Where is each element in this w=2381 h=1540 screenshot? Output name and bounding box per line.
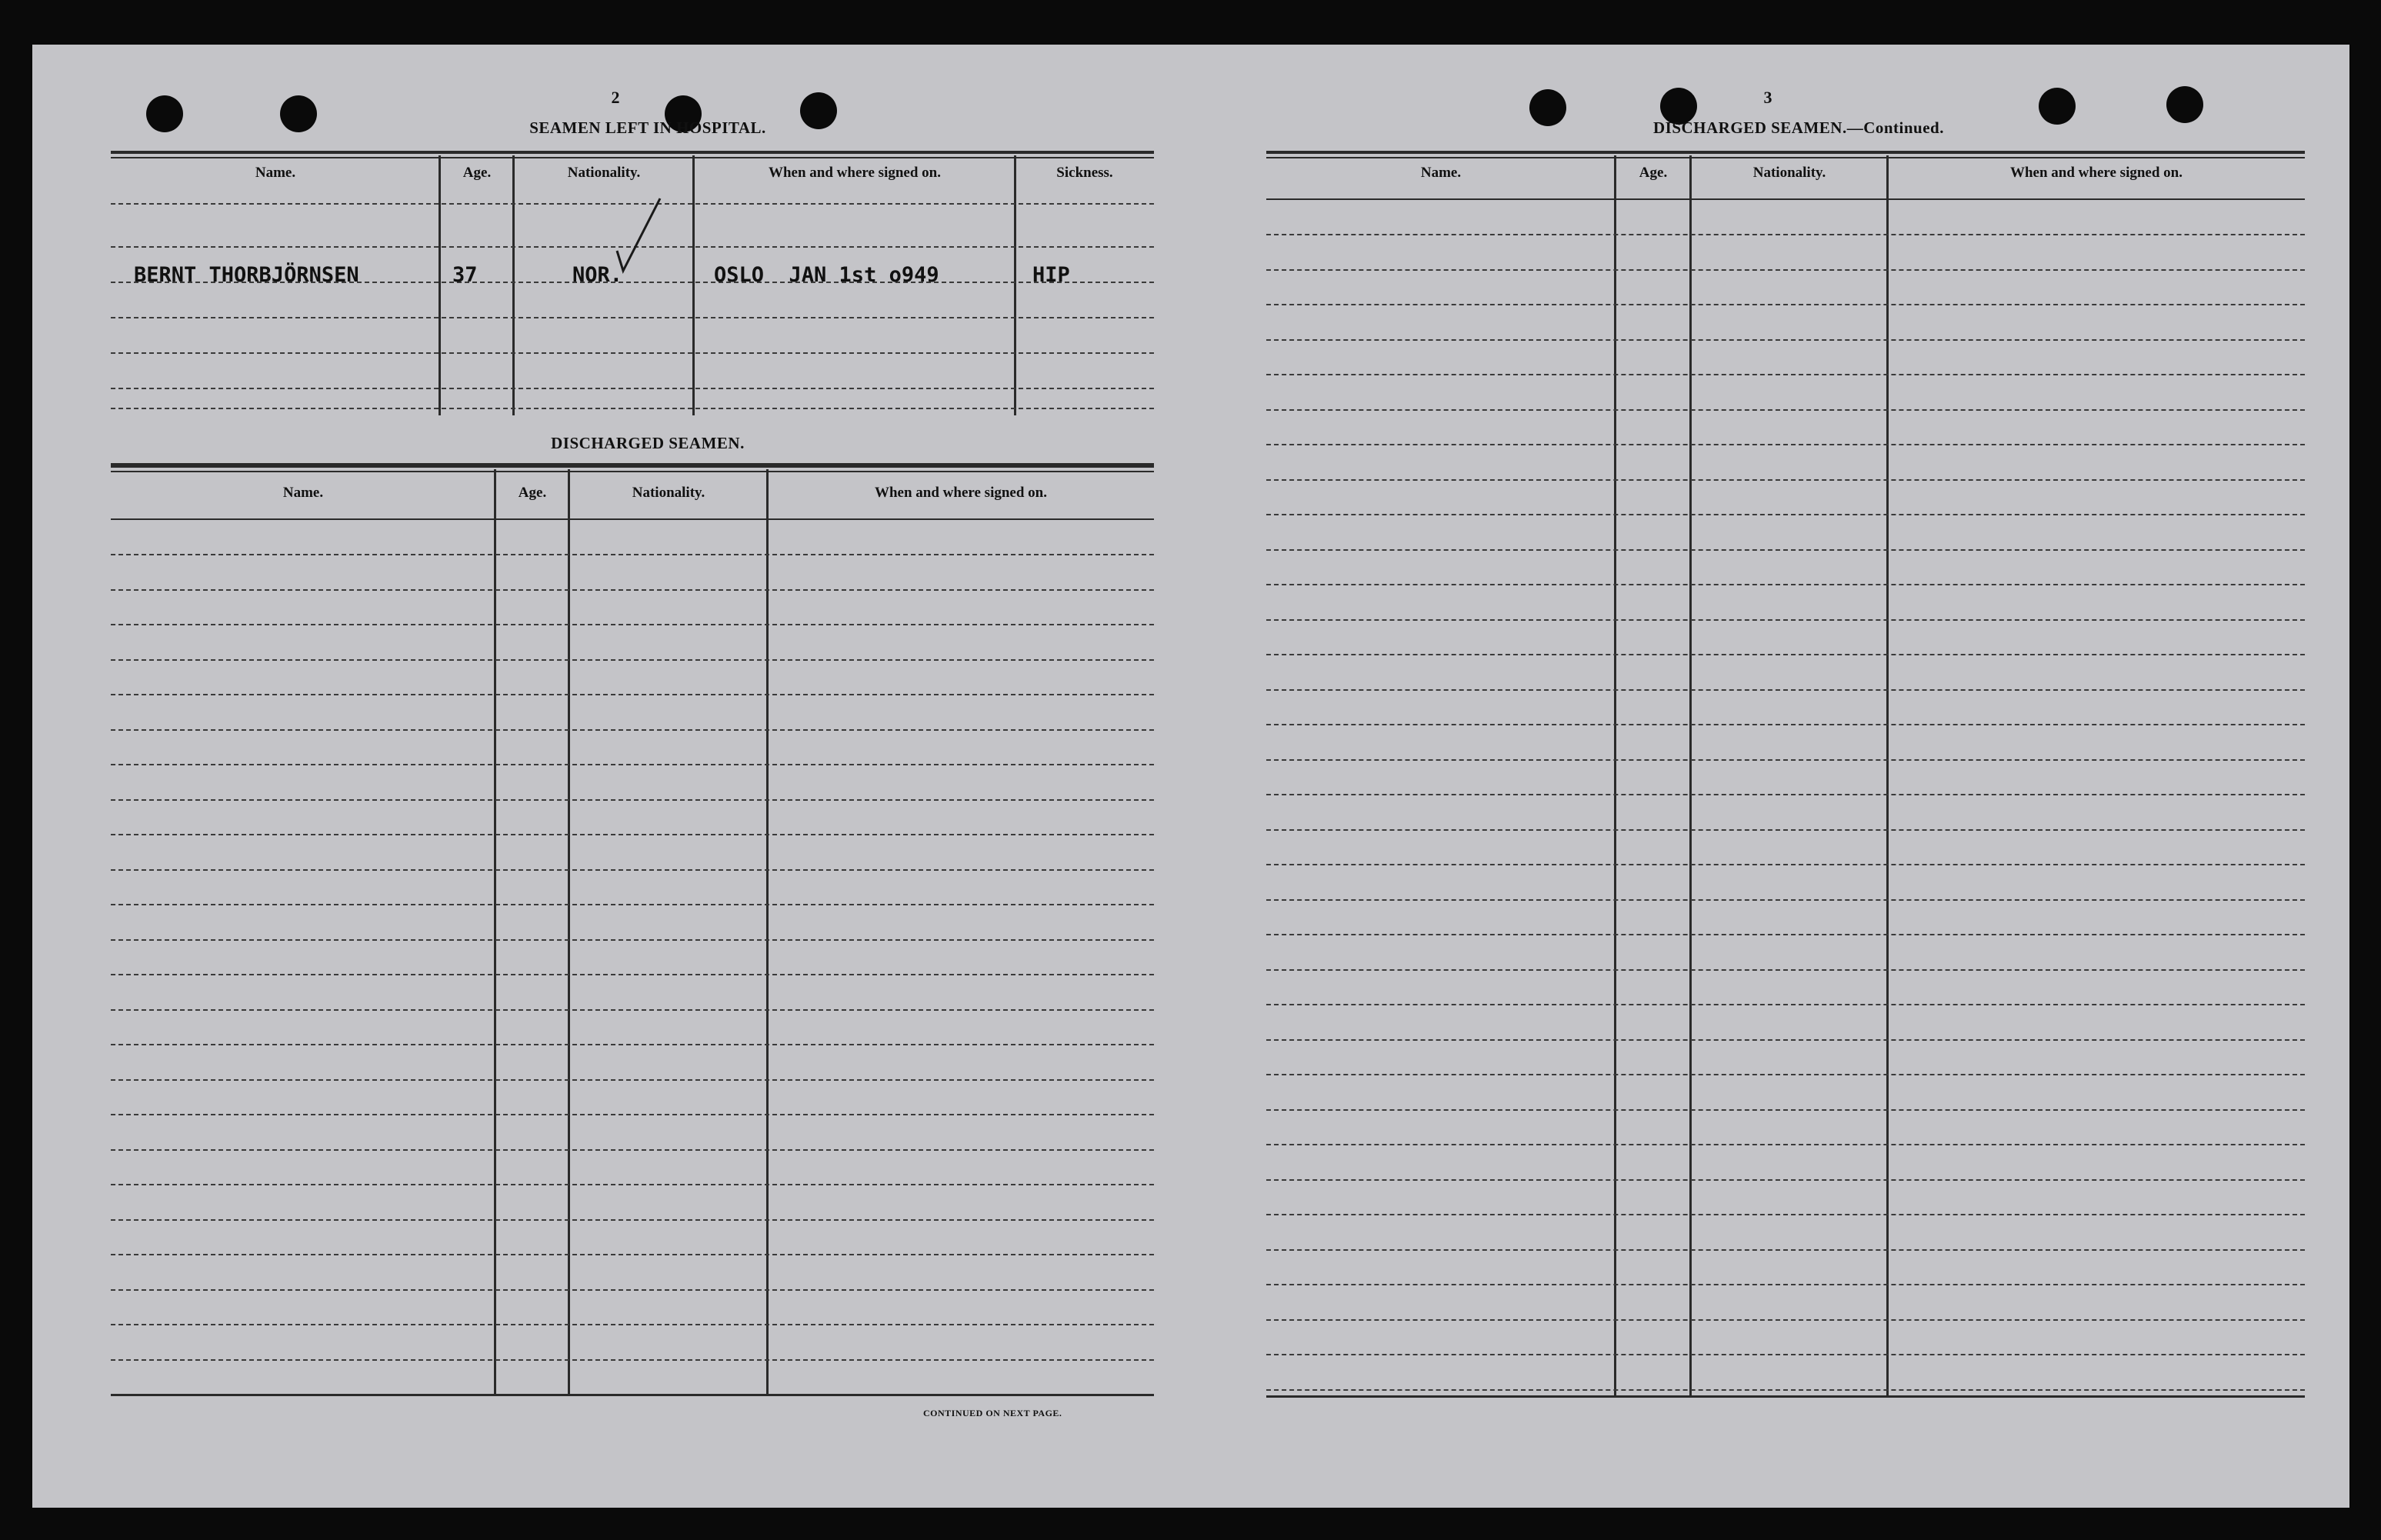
header-nationality: Nationality. (1752, 165, 1826, 181)
seaman-sickness: HIP (1032, 263, 1070, 287)
seaman-signed-on: OSLO JAN 1st o949 (714, 263, 939, 287)
seaman-age: 37 (452, 263, 478, 287)
ruled-line (1266, 1109, 2305, 1111)
manifest-sheet (32, 45, 2349, 1508)
discharged-table-header (111, 485, 1154, 515)
page-number-left: 2 (611, 88, 620, 107)
continued-note: CONTINUED ON NEXT PAGE. (923, 1408, 1062, 1418)
ruled-line (1266, 1354, 2305, 1355)
discharged-section-title: DISCHARGED SEAMEN. (551, 434, 745, 452)
ruled-line (1266, 374, 2305, 375)
ruled-line (1266, 1179, 2305, 1181)
ruled-line (111, 1254, 1154, 1255)
ruled-line (1266, 829, 2305, 831)
punch-hole (146, 95, 183, 132)
ruled-line (1266, 234, 2305, 235)
ruled-line (1266, 1214, 2305, 1215)
ruled-line (1266, 479, 2305, 481)
discharged-continued-header (1266, 165, 2305, 195)
header-nationality: Nationality. (632, 485, 705, 501)
ruled-line (111, 1289, 1154, 1291)
ruled-line (111, 799, 1154, 801)
ruled-line (111, 1359, 1154, 1361)
ruled-line (1266, 444, 2305, 445)
ruled-line (1266, 549, 2305, 551)
header-sickness: Sickness. (1056, 165, 1113, 181)
header-signed-on: When and where signed on. (2009, 165, 2183, 181)
ruled-line (1266, 339, 2305, 341)
seaman-nationality: NOR. (572, 263, 623, 287)
hospital-section-title: SEAMEN LEFT IN HOSPITAL. (529, 118, 766, 137)
ruled-line (1266, 269, 2305, 271)
seaman-name: BERNT THORBJÖRNSEN (134, 263, 359, 287)
ruled-line (1266, 1004, 2305, 1005)
ruled-line (111, 1079, 1154, 1081)
ruled-line (111, 694, 1154, 695)
ruled-line (1266, 794, 2305, 795)
ruled-line (1266, 409, 2305, 411)
ruled-line (1266, 759, 2305, 761)
ruled-line (111, 1149, 1154, 1151)
header-age: Age. (1639, 165, 1668, 181)
hospital-table-header (111, 165, 1154, 195)
ruled-line (111, 624, 1154, 625)
ruled-line (1266, 1074, 2305, 1075)
ruled-line (111, 589, 1154, 591)
ruled-line (1266, 1039, 2305, 1041)
header-nationality: Nationality. (567, 165, 641, 181)
ruled-line (1266, 689, 2305, 691)
ruled-line (1266, 899, 2305, 901)
ruled-line (1266, 1284, 2305, 1285)
check-mark-icon (615, 197, 662, 282)
ruled-line (111, 1009, 1154, 1011)
ruled-line (111, 1044, 1154, 1045)
discharged-table-left (111, 465, 1154, 1442)
ruled-line (1266, 724, 2305, 725)
ruled-line (111, 1184, 1154, 1185)
ruled-line (1266, 934, 2305, 935)
ruled-line (111, 869, 1154, 871)
ruled-line (1266, 654, 2305, 655)
ruled-line (1266, 514, 2305, 515)
discharged-continued-title: DISCHARGED SEAMEN.—Continued. (1653, 118, 1944, 137)
ruled-line (1266, 304, 2305, 305)
punch-hole (2166, 86, 2203, 123)
ruled-line (1266, 584, 2305, 585)
header-name: Name. (282, 485, 324, 501)
header-signed-on: When and where signed on. (874, 485, 1047, 501)
ruled-line (111, 939, 1154, 941)
discharged-table-right (1266, 151, 2305, 1443)
punch-hole (280, 95, 317, 132)
ruled-line (1266, 1319, 2305, 1321)
ruled-line (1266, 1389, 2305, 1391)
header-signed-on: When and where signed on. (768, 165, 941, 181)
ruled-line (111, 904, 1154, 905)
page-number-right: 3 (1763, 88, 1772, 107)
ruled-line (111, 834, 1154, 835)
ruled-line (111, 729, 1154, 731)
ruled-line (111, 1324, 1154, 1325)
ruled-line (1266, 864, 2305, 865)
header-age: Age. (462, 165, 492, 181)
punch-hole (2039, 88, 2076, 125)
header-name: Name. (255, 165, 296, 181)
ruled-line (111, 974, 1154, 975)
ruled-line (111, 764, 1154, 765)
ruled-line (111, 1114, 1154, 1115)
ruled-line (1266, 1249, 2305, 1251)
header-name: Name. (1420, 165, 1462, 181)
ruled-line (1266, 619, 2305, 621)
header-age: Age. (518, 485, 547, 501)
ruled-line (1266, 969, 2305, 971)
punch-hole (1529, 89, 1566, 126)
ruled-line (111, 554, 1154, 555)
ruled-line (111, 659, 1154, 661)
ruled-line (111, 1219, 1154, 1221)
ruled-line (1266, 1144, 2305, 1145)
